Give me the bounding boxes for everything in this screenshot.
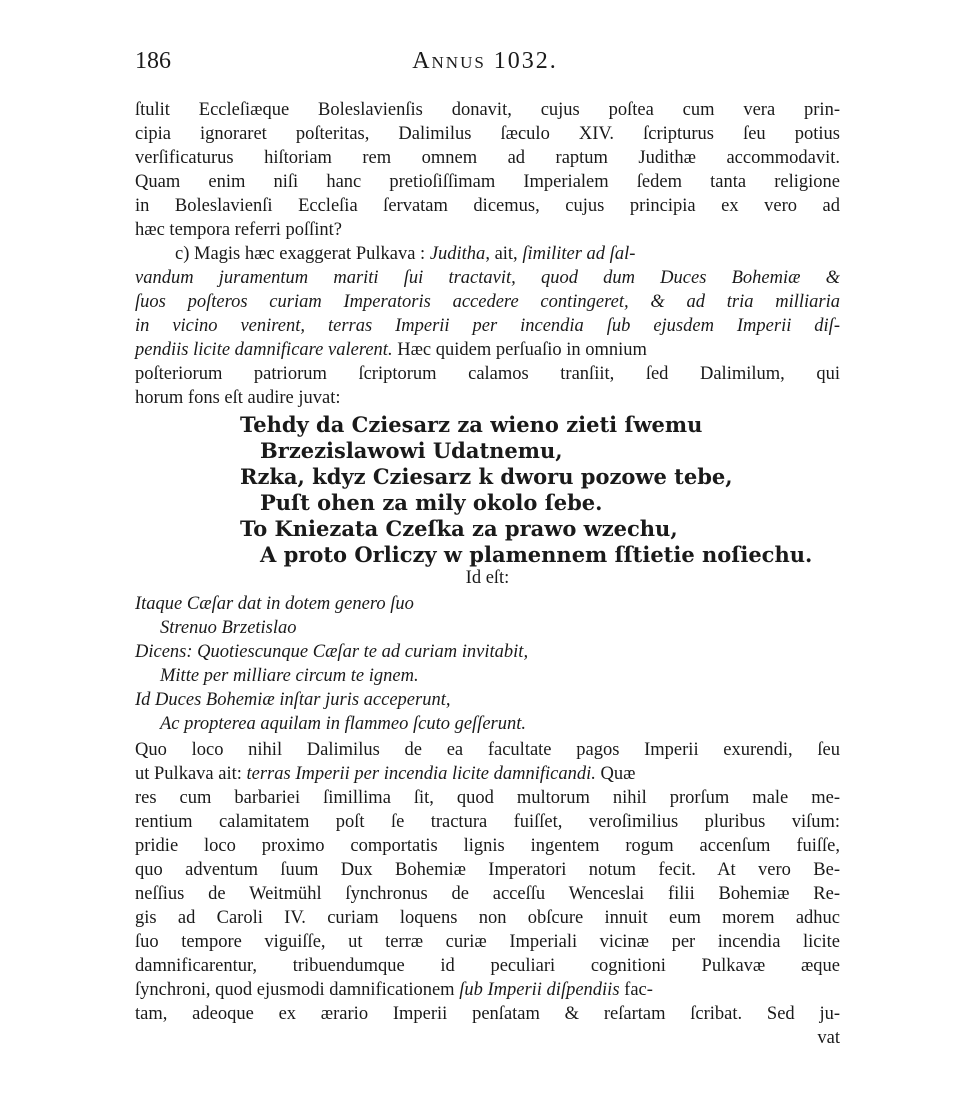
- latin-verse-line: Itaque Cæſar dat in dotem genero ſuo: [135, 594, 414, 614]
- fraktur-verse-line: Puſt ohen za mily okolo ſebe.: [260, 490, 603, 515]
- id-est-heading: Id eſt:: [465, 568, 510, 588]
- text-line: Quo loco nihil Dalimilus de ea facultate pagos Imperii exurendi, ſeu: [135, 740, 840, 760]
- text-line: horum fons eſt audire juvat:: [135, 388, 341, 408]
- text-line: gis ad Caroli IV. curiam loquens non obſcure innuit eum morem adhuc: [135, 908, 840, 928]
- quote-run: ſub Imperii diſpendiis: [459, 980, 620, 1000]
- quote-end: pendiis licite damnificare valerent.: [135, 340, 393, 360]
- latin-verse-line: Dicens: Quotiescunque Cæſar te ad curiam invitabit,: [135, 642, 529, 662]
- quote-line: in vicino venirent, terras Imperii per incendia ſub ejusdem Imperii diſ-: [135, 316, 840, 336]
- text-line: ſuo tempore viguiſſe, ut terræ curiæ Imperiali vicinæ per incendia licite: [135, 932, 840, 952]
- text-line: hæc tempora referri poſſint?: [135, 220, 343, 240]
- quote-run: terras Imperii per incendia licite damnificandi.: [246, 764, 596, 784]
- text-line: in Boleslavienſi Eccleſia ſervatam dicemus, cujus principia ex vero ad: [135, 196, 840, 216]
- text-run: ſynchroni, quod ejusmodi damnificationem: [135, 980, 455, 1000]
- text-line: quo adventum ſuum Dux Bohemiæ Imperatori notum fecit. At vero Be-: [135, 860, 840, 880]
- text-line: [135, 978, 840, 1002]
- fraktur-verse-line: Brzezislawowi Udatnemu,: [260, 438, 563, 463]
- text-run: fac-: [619, 980, 653, 1000]
- text-run: Quæ: [595, 764, 636, 784]
- text-line: Quam enim niſi hanc pretioſiſſimam Imperialem ſedem tanta religione: [135, 172, 840, 192]
- text-line: verſificaturus hiſtoriam rem omnem ad raptum Judithæ accommodavit.: [135, 148, 840, 168]
- catchword: vat: [817, 1028, 840, 1048]
- fraktur-verse-line: To Kniezata Czeſka za prawo wzechu,: [240, 516, 678, 541]
- latin-verse-line: Ac propterea aquilam in flammeo ſcuto geſſerunt.: [160, 714, 526, 734]
- text-line: damnificarentur, tribuendumque id peculiari cognitioni Pulkavæ æque: [135, 956, 840, 976]
- page-number: 186: [135, 48, 171, 74]
- note-c-ait: , ait,: [485, 244, 523, 264]
- text-line: neſſius de Weitmühl ſynchronus de acceſſu Wenceslai filii Bohemiæ Re-: [135, 884, 840, 904]
- quote-line: vandum juramentum mariti ſui tractavit, quod dum Duces Bohemiæ &: [135, 268, 840, 288]
- text-line: [135, 338, 840, 362]
- text-line: tam, adeoque ex ærario Imperii penſatam & reſartam ſcribat. Sed ju-: [135, 1004, 840, 1024]
- latin-verse-line: Strenuo Brzetislao: [160, 618, 297, 638]
- running-head: Annus 1032.: [412, 48, 558, 74]
- text-line: [135, 762, 840, 786]
- latin-verse-line: Mitte per milliare circum te ignem.: [160, 666, 419, 686]
- fraktur-verse-line: A proto Orliczy w plamennem ſſtietie noſiechu.: [260, 542, 813, 567]
- note-c-line: [175, 242, 840, 266]
- text-line: pridie loco proximo comportatis lignis ingentem rogum accenſum fuiſſe,: [135, 836, 840, 856]
- page-header: [135, 48, 835, 82]
- note-c-name: Juditha: [429, 244, 486, 264]
- quote-line: ſuos poſteros curiam Imperatoris accedere contingeret, & ad tria milliaria: [135, 292, 840, 312]
- text-line: rentium calamitatem poſt ſe tractura fuiſſet, veroſimilius pluribus viſum:: [135, 812, 840, 832]
- text-line: poſteriorum patriorum ſcriptorum calamos tranſiit, ſed Dalimilum, qui: [135, 364, 840, 384]
- note-c-quote-start: ſimiliter ad ſal-: [522, 244, 636, 264]
- text-line: res cum barbariei ſimillima ſit, quod multorum nihil prorſum male me-: [135, 788, 840, 808]
- fraktur-verse-line: Tehdy da Cziesarz za wieno zieti ſwemu: [240, 412, 703, 437]
- fraktur-verse-line: Rzka, kdyz Cziesarz k dworu pozowe tebe,: [240, 464, 733, 489]
- text-line: cipia ignoraret poſteritas, Dalimilus ſæculo XIV. ſcripturus ſeu potius: [135, 124, 840, 144]
- text-run: Hæc quidem perſuaſio in omnium: [392, 340, 647, 360]
- latin-verse-line: Id Duces Bohemiæ inſtar juris acceperunt,: [135, 690, 451, 710]
- note-c-intro: c) Magis hæc exaggerat Pulkava :: [175, 244, 430, 264]
- text-line: ſtulit Eccleſiæque Boleslavienſis donavit, cujus poſtea cum vera prin-: [135, 100, 840, 120]
- text-run: ut Pulkava ait:: [135, 764, 247, 784]
